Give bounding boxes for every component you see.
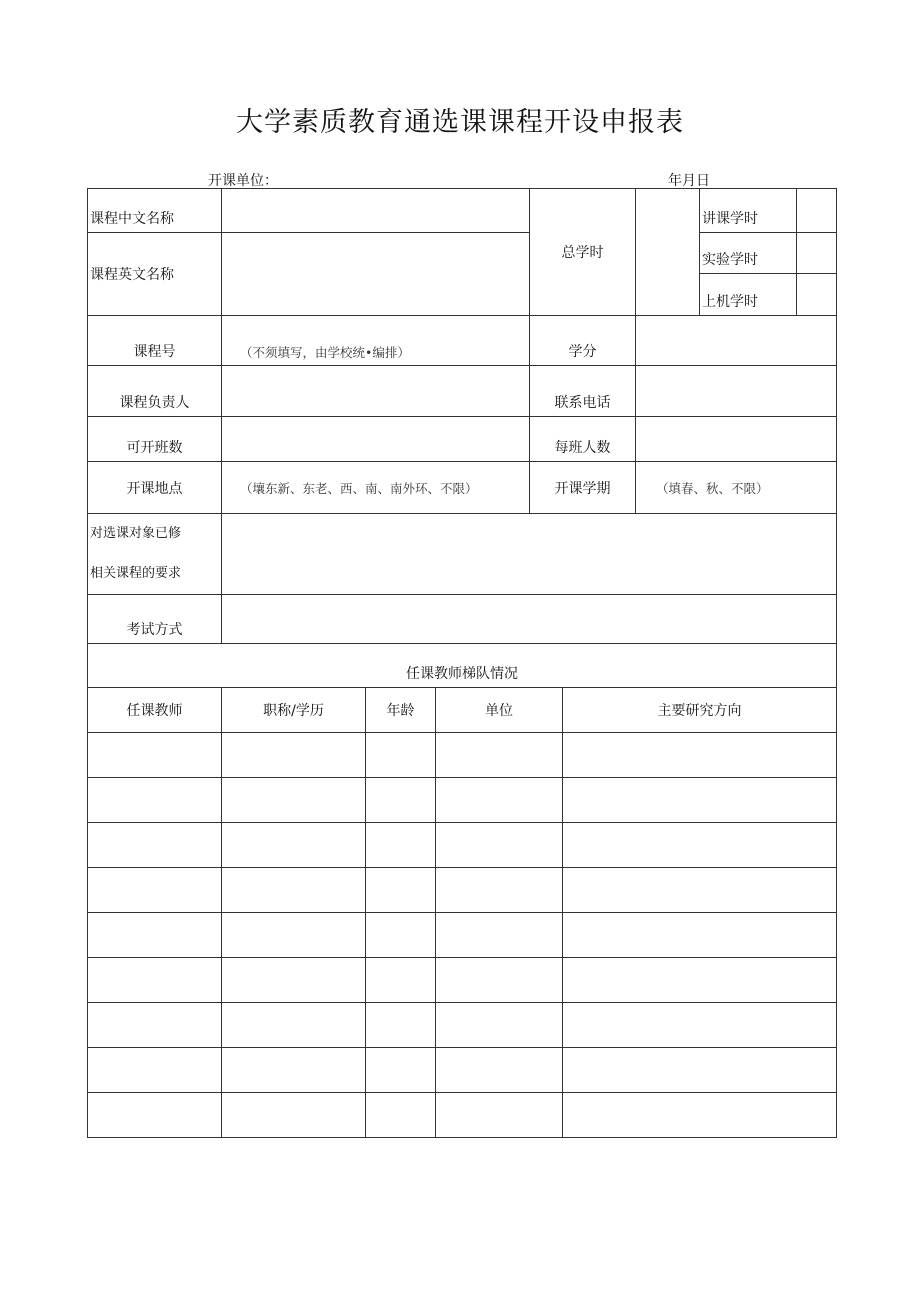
teacher-age-cell[interactable] [366, 733, 436, 778]
teacher-age-cell[interactable] [366, 1093, 436, 1138]
lab-hours-label: 实验学时 [700, 233, 797, 274]
teacher-unit-cell[interactable] [436, 778, 563, 823]
prerequisite-field[interactable] [222, 514, 837, 595]
teacher-row [88, 1093, 837, 1138]
col-research: 主要研究方向 [563, 688, 837, 733]
teacher-unit-cell[interactable] [436, 958, 563, 1003]
semester-label: 开课学期 [530, 462, 636, 514]
students-per-class-label: 每班人数 [530, 417, 636, 462]
teacher-row [88, 1048, 837, 1093]
teacher-age-cell[interactable] [366, 868, 436, 913]
teacher-name-cell[interactable] [88, 868, 222, 913]
teacher-header-row [88, 688, 837, 733]
teacher-research-cell[interactable] [563, 1048, 837, 1093]
teacher-age-cell[interactable] [366, 823, 436, 868]
teacher-row [88, 778, 837, 823]
semester-hint: （填春、秋、不限） [636, 462, 837, 514]
teacher-research-cell[interactable] [563, 733, 837, 778]
teacher-research-cell[interactable] [563, 913, 837, 958]
computer-hours-field[interactable] [797, 274, 837, 316]
exam-method-label: 考试方式 [88, 595, 222, 644]
teacher-title-cell[interactable] [222, 1093, 366, 1138]
course-en-name-label: 课程英文名称 [88, 233, 222, 316]
computer-hours-label: 上机学时 [700, 274, 797, 316]
teacher-research-cell[interactable] [563, 868, 837, 913]
teacher-unit-cell[interactable] [436, 1003, 563, 1048]
total-hours-field[interactable] [636, 189, 700, 316]
students-per-class-field[interactable] [636, 417, 837, 462]
teacher-age-cell[interactable] [366, 1003, 436, 1048]
teacher-row [88, 1003, 837, 1048]
course-no-hint: （不须填写，由学校统•编排） [222, 316, 530, 366]
lab-hours-field[interactable] [797, 233, 837, 274]
teacher-name-cell[interactable] [88, 1048, 222, 1093]
teacher-research-cell[interactable] [563, 823, 837, 868]
teacher-name-cell[interactable] [88, 823, 222, 868]
teacher-unit-cell[interactable] [436, 733, 563, 778]
date-label: 年月日 [668, 173, 710, 189]
teacher-title-cell[interactable] [222, 958, 366, 1003]
prerequisite-label-line1: 对选课对象已修 [90, 526, 182, 541]
phone-field[interactable] [636, 366, 837, 417]
credits-field[interactable] [636, 316, 837, 366]
course-lead-label: 课程负责人 [88, 366, 222, 417]
teacher-unit-cell[interactable] [436, 1093, 563, 1138]
teacher-age-cell[interactable] [366, 913, 436, 958]
teacher-unit-cell[interactable] [436, 823, 563, 868]
teacher-title-cell[interactable] [222, 733, 366, 778]
course-cn-name-field[interactable] [222, 189, 530, 233]
col-teacher: 任课教师 [88, 688, 222, 733]
teacher-name-cell[interactable] [88, 958, 222, 1003]
lecture-hours-label: 讲课学时 [700, 189, 797, 233]
class-count-field[interactable] [222, 417, 530, 462]
teacher-research-cell[interactable] [563, 958, 837, 1003]
prerequisite-label [88, 514, 222, 595]
teacher-title-cell[interactable] [222, 868, 366, 913]
teacher-title-cell[interactable] [222, 823, 366, 868]
teacher-research-cell[interactable] [563, 778, 837, 823]
teacher-unit-cell[interactable] [436, 1048, 563, 1093]
teacher-research-cell[interactable] [563, 1003, 837, 1048]
teacher-age-cell[interactable] [366, 778, 436, 823]
teacher-research-cell[interactable] [563, 1093, 837, 1138]
location-label: 开课地点 [88, 462, 222, 514]
teacher-title-cell[interactable] [222, 913, 366, 958]
teacher-row [88, 913, 837, 958]
teacher-section-title: 任课教师梯队情况 [88, 644, 837, 688]
class-count-label: 可开班数 [88, 417, 222, 462]
col-unit: 单位 [436, 688, 563, 733]
teacher-row [88, 868, 837, 913]
course-en-name-field[interactable] [222, 233, 530, 316]
course-no-label: 课程号 [88, 316, 222, 366]
teacher-name-cell[interactable] [88, 733, 222, 778]
course-cn-name-label: 课程中文名称 [88, 189, 222, 233]
location-hint: （壤东新、东老、西、南、南外环、不限） [222, 462, 530, 514]
phone-label: 联系电话 [530, 366, 636, 417]
teacher-name-cell[interactable] [88, 1093, 222, 1138]
course-lead-field[interactable] [222, 366, 530, 417]
teacher-name-cell[interactable] [88, 913, 222, 958]
teacher-title-cell[interactable] [222, 778, 366, 823]
teacher-unit-cell[interactable] [436, 913, 563, 958]
col-title-degree: 职称/学历 [222, 688, 366, 733]
offering-unit-label: 开课单位： [208, 173, 278, 189]
teacher-age-cell[interactable] [366, 958, 436, 1003]
teacher-title-cell[interactable] [222, 1048, 366, 1093]
exam-method-field[interactable] [222, 595, 837, 644]
teacher-row [88, 733, 837, 778]
total-hours-label: 总学时 [530, 189, 636, 316]
teacher-age-cell[interactable] [366, 1048, 436, 1093]
lecture-hours-field[interactable] [797, 189, 837, 233]
teacher-row [88, 823, 837, 868]
page-title: 大学素质教育通选课课程开设申报表 [236, 107, 684, 138]
col-age: 年龄 [366, 688, 436, 733]
teacher-row [88, 958, 837, 1003]
prerequisite-label-line2: 相关课程的要求 [90, 566, 182, 581]
teacher-unit-cell[interactable] [436, 868, 563, 913]
teacher-title-cell[interactable] [222, 1003, 366, 1048]
teacher-name-cell[interactable] [88, 778, 222, 823]
credits-label: 学分 [530, 316, 636, 366]
teacher-name-cell[interactable] [88, 1003, 222, 1048]
course-info-table [87, 188, 837, 688]
teacher-table [87, 687, 837, 1138]
